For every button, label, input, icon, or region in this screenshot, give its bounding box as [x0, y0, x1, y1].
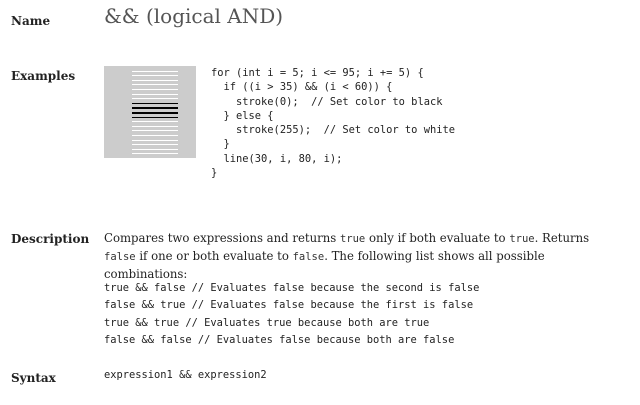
desc-code-true: true: [509, 233, 535, 245]
sketch-line: [132, 153, 178, 154]
syntax-value: expression1 && expression2: [104, 369, 267, 381]
syntax-label: Syntax: [11, 371, 56, 385]
sketch-line: [132, 71, 178, 72]
sketch-line: [132, 144, 178, 145]
desc-part: only if both evaluate to: [365, 231, 510, 245]
desc-code-false: false: [292, 251, 325, 263]
description-label: Description: [11, 232, 90, 246]
description-text: [104, 230, 624, 283]
combinations-list: [104, 280, 479, 350]
sketch-line: [132, 112, 178, 114]
sketch-line: [132, 89, 178, 90]
combination-line: false && true // Evaluates false because the first is false: [104, 299, 474, 312]
example-sketch-preview: [104, 66, 196, 158]
desc-code-false: false: [104, 251, 136, 263]
examples-label: Examples: [11, 69, 76, 83]
sketch-line: [132, 126, 178, 127]
sketch-line: [132, 140, 178, 141]
desc-part: Compares two expressions and returns: [104, 231, 340, 245]
sketch-line: [132, 149, 178, 150]
combination-line: true && true // Evaluates true because both are true: [104, 316, 430, 329]
combination-line: false && false // Evaluates false because both are false: [104, 334, 455, 347]
sketch-line: [132, 98, 178, 99]
combination-line: true && false // Evaluates false because the second is false: [104, 282, 480, 294]
desc-part: . Returns: [534, 231, 590, 245]
desc-part: . The following list shows all possible combinations:: [104, 249, 545, 281]
page-title: && (logical AND): [104, 4, 284, 28]
sketch-line: [132, 94, 178, 95]
desc-part: if one or both evaluate to: [135, 249, 293, 263]
sketch-line: [132, 103, 178, 105]
sketch-line: [132, 135, 178, 136]
sketch-line: [132, 117, 178, 119]
name-label: Name: [11, 14, 51, 28]
sketch-line: [132, 80, 178, 81]
example-code: for (int i = 5; i <= 95; i += 5) { if ((i > 35) && (i < 60)) { stroke(0); // Set color to black } else { stroke(255); // Set color to white } line(30, i, 80, i); }: [211, 67, 455, 180]
sketch-line: [132, 130, 178, 131]
sketch-line: [132, 107, 178, 109]
sketch-line: [132, 121, 178, 122]
sketch-line: [132, 84, 178, 85]
desc-code-true: true: [339, 233, 366, 245]
sketch-line: [132, 75, 178, 76]
